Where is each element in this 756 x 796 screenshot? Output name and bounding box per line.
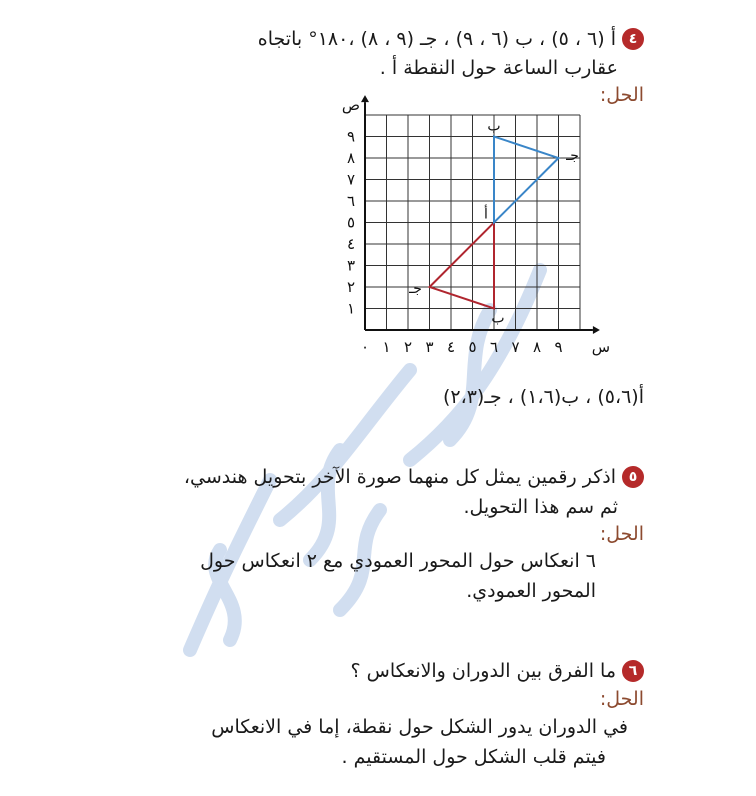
coordinate-graph bbox=[335, 96, 611, 362]
question-5-line1: اذكر رقمين يمثل كل منهما صورة الآخر بتحويل هندسي، bbox=[183, 466, 616, 488]
x-axis-label: س bbox=[591, 338, 611, 356]
x-tick-label: ٢ bbox=[403, 338, 413, 356]
y-tick-label: ٦ bbox=[346, 192, 356, 210]
x-axis-arrow bbox=[593, 326, 600, 334]
vertex-label-b-image: ب bbox=[491, 310, 505, 327]
question-6 bbox=[351, 660, 644, 682]
question-number-badge: ٥ bbox=[622, 466, 644, 488]
question-4-answer: أ(٥،٦) ، ب(١،٦) ، جـ(٢،٣) bbox=[442, 386, 644, 408]
vertex-label-b-original: ب bbox=[487, 118, 501, 135]
y-axis-arrow bbox=[361, 95, 369, 102]
y-tick-label: ١ bbox=[346, 299, 356, 318]
x-tick-label: ٦ bbox=[489, 338, 499, 356]
y-tick-label: ٩ bbox=[346, 127, 356, 146]
y-tick-label: ٧ bbox=[346, 170, 356, 189]
y-tick-label: ٤ bbox=[346, 235, 356, 253]
question-5 bbox=[184, 466, 644, 488]
question-4 bbox=[258, 28, 644, 50]
question-4-line1: أ (٦ ، ٥) ، ب (٦ ، ٩) ، جـ (٩ ، ٨) ،١٨٠° باتجاه bbox=[257, 28, 616, 50]
question-5-answer-line1: ٦ انعكاس حول المحور العمودي مع ٢ انعكاس حول bbox=[200, 550, 596, 572]
x-tick-label: ٥ bbox=[468, 338, 477, 356]
question-5-answer-line2: المحور العمودي. bbox=[466, 580, 596, 602]
y-tick-label: ٥ bbox=[346, 213, 356, 232]
y-tick-label: ٨ bbox=[346, 149, 356, 167]
y-tick-label: ٢ bbox=[346, 278, 356, 296]
x-tick-label: ٠ bbox=[360, 338, 370, 356]
vertex-label-a: أ bbox=[484, 206, 488, 223]
question-number-badge: ٦ bbox=[622, 660, 644, 682]
y-tick-label: ٣ bbox=[346, 256, 356, 275]
question-4-line2: عقارب الساعة حول النقطة أ . bbox=[379, 57, 618, 79]
x-tick-label: ١ bbox=[382, 338, 391, 356]
question-6-answer-line1: في الدوران يدور الشكل حول نقطة، إما في الانعكاس bbox=[211, 716, 628, 738]
x-tick-label: ٧ bbox=[511, 338, 520, 356]
solution-label: الحل: bbox=[599, 84, 644, 106]
vertex-label-c-image: جـ bbox=[409, 281, 422, 297]
x-tick-label: ٤ bbox=[446, 338, 456, 356]
x-tick-label: ٨ bbox=[532, 338, 542, 356]
x-tick-label: ٣ bbox=[425, 338, 434, 356]
solution-label: الحل: bbox=[599, 523, 644, 545]
question-6-line1: ما الفرق بين الدوران والانعكاس ؟ bbox=[350, 660, 616, 682]
y-axis-label: ص bbox=[341, 96, 361, 115]
question-5-line2: ثم سم هذا التحويل. bbox=[463, 496, 618, 518]
question-number-badge: ٤ bbox=[622, 28, 644, 50]
solution-label: الحل: bbox=[599, 688, 644, 710]
vertex-label-c-original: جـ bbox=[566, 148, 579, 164]
question-6-answer-line2: فيتم قلب الشكل حول المستقيم . bbox=[341, 746, 606, 768]
x-tick-label: ٩ bbox=[554, 338, 563, 356]
